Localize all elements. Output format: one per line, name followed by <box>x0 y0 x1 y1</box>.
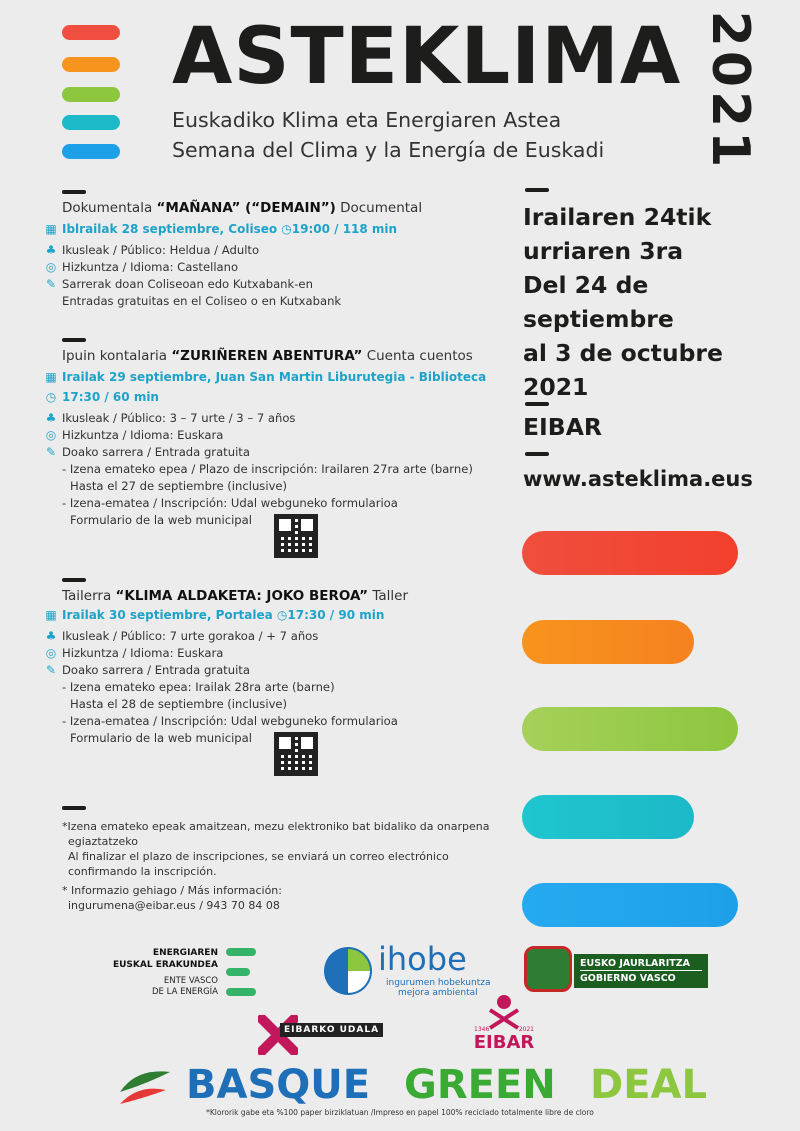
date-line: 2021 <box>523 373 589 401</box>
year-vertical: 2021 <box>700 10 760 172</box>
basque-green-deal-flag-icon <box>116 1062 174 1108</box>
event-2-time: 17:30 / 60 min <box>62 390 159 404</box>
event-2-signup-es: Formulario de la web municipal <box>70 513 252 527</box>
ticket-icon: ✎ <box>45 445 57 459</box>
date-line: septiembre <box>523 305 674 333</box>
subtitle-basque: Euskadiko Klima eta Energiaren Astea <box>172 108 562 132</box>
bgd-green: GREEN <box>404 1062 556 1108</box>
bgd-deal: DEAL <box>590 1062 707 1108</box>
calendar-icon: ▦ <box>45 370 57 384</box>
bar-green <box>522 707 738 751</box>
event-3-deadline: - Izena emateko epea: Irailak 28ra arte (barne) <box>62 680 335 694</box>
event-1-title: Dokumentala “MAÑANA” (“DEMAIN”) Documental <box>62 200 423 216</box>
calendar-icon: ▦ <box>45 608 57 622</box>
event-1-audience: Ikusleak / Público: Heldua / Adulto <box>62 243 260 257</box>
bar-red <box>522 531 738 575</box>
ihobe-sub: mejora ambiental <box>398 988 478 998</box>
eibar-crest-logo: 1346 2021 EIBAR <box>472 990 536 1056</box>
bar-teal <box>522 795 694 839</box>
note-line: Al finalizar el plazo de inscripciones, se enviará un correo electrónico <box>68 850 449 863</box>
event-2-language: Hizkuntza / Idioma: Euskara <box>62 428 224 442</box>
section-divider <box>525 452 549 456</box>
ihobe-leaf-icon <box>320 945 376 997</box>
city: EIBAR <box>523 413 602 441</box>
event-3-audience: Ikusleak / Público: 7 urte gorakoa / + 7 años <box>62 629 319 643</box>
contact-info: ingurumena@eibar.eus / 943 70 84 08 <box>68 899 280 912</box>
website-link[interactable]: www.asteklima.eus <box>523 467 753 491</box>
section-divider <box>62 578 86 582</box>
stripe-teal <box>62 115 120 130</box>
ihobe-logo-text: ihobe <box>378 940 467 978</box>
stripe-blue <box>62 144 120 159</box>
section-divider <box>62 806 86 810</box>
event-3-language: Hizkuntza / Idioma: Euskara <box>62 646 224 660</box>
eve-e-icon <box>226 948 256 996</box>
audience-icon: ♣ <box>45 629 57 643</box>
stripe-red <box>62 25 120 40</box>
event-3-schedule: Irailak 30 septiembre, Portalea ◷17:30 / 90 min <box>62 608 385 622</box>
event-2-title: Ipuin kontalaria “ZURIÑEREN ABENTURA” Cuenta cuentos <box>62 348 473 364</box>
page-title: ASTEKLIMA <box>172 12 682 102</box>
bar-blue <box>522 883 738 927</box>
more-info-label: * Informazio gehiago / Más información: <box>62 884 282 897</box>
event-3-title: Tailerra “KLIMA ALDAKETA: JOKO BEROA” Taller <box>62 588 408 604</box>
event-2-ticket: Doako sarrera / Entrada gratuita <box>62 445 250 459</box>
event-1-ticket-es: Entradas gratuitas en el Coliseo o en Kutxabank <box>62 294 342 308</box>
event-1-ticket: Sarrerak doan Coliseoan edo Kutxabank-en <box>62 277 313 291</box>
gv-logo-box: EUSKO JAURLARITZA GOBIERNO VASCO <box>574 954 708 988</box>
section-divider <box>62 190 86 194</box>
event-2-audience: Ikusleak / Público: 3 – 7 urte / 3 – 7 años <box>62 411 296 425</box>
event-1-schedule: Iblrailak 28 septiembre, Coliseo ◷19:00 / 118 min <box>62 222 398 236</box>
clock-icon: ◷ <box>45 390 57 404</box>
audience-icon: ♣ <box>45 243 57 257</box>
globe-icon: ◎ <box>45 428 57 442</box>
bgd-basque: BASQUE <box>186 1062 371 1108</box>
event-3-deadline-es: Hasta el 28 de septiembre (inclusive) <box>70 697 288 711</box>
stripe-green <box>62 87 120 102</box>
globe-icon: ◎ <box>45 260 57 274</box>
qr-code[interactable] <box>274 732 318 776</box>
footer-note: *Klororik gabe eta %100 paper birziklatuan /Impreso en papel 100% reciclado totalmente libre de cloro <box>206 1108 594 1117</box>
ticket-icon: ✎ <box>45 277 57 291</box>
event-2-schedule: Irailak 29 septiembre, Juan San Martin Liburutegia - Biblioteca <box>62 370 487 384</box>
event-2-deadline-es: Hasta el 27 de septiembre (inclusive) <box>70 479 288 493</box>
date-line: al 3 de octubre <box>523 339 723 367</box>
event-2-deadline: - Izena emateko epea / Plazo de inscripción: Irailaren 27ra arte (barne) <box>62 462 473 476</box>
section-divider <box>62 338 86 342</box>
audience-icon: ♣ <box>45 411 57 425</box>
subtitle-spanish: Semana del Clima y la Energía de Euskadi <box>172 138 605 162</box>
event-3-signup: - Izena-ematea / Inscripción: Udal webguneko formularioa <box>62 714 398 728</box>
calendar-icon: ▦ <box>45 222 57 236</box>
section-divider <box>525 188 549 192</box>
section-divider <box>525 402 549 406</box>
ticket-icon: ✎ <box>45 663 57 677</box>
date-line: urriaren 3ra <box>523 237 684 265</box>
globe-icon: ◎ <box>45 646 57 660</box>
udala-logo: EIBARKO UDALA <box>258 1015 362 1055</box>
date-line: Irailaren 24tik <box>523 203 712 231</box>
ihobe-sub: ingurumen hobekuntza <box>386 978 491 988</box>
note-line: egiaztatzeko <box>68 835 138 848</box>
date-line: Del 24 de <box>523 271 649 299</box>
event-1-language: Hizkuntza / Idioma: Castellano <box>62 260 239 274</box>
bar-orange <box>522 620 694 664</box>
event-3-signup-es: Formulario de la web municipal <box>70 731 252 745</box>
note-line: *Izena emateko epeak amaitzean, mezu elektroniko bat bidaliko da onarpena <box>62 820 490 833</box>
gv-shield-icon <box>524 946 572 992</box>
note-line: confirmando la inscripción. <box>68 865 217 878</box>
qr-code[interactable] <box>274 514 318 558</box>
event-2-signup: - Izena-ematea / Inscripción: Udal webguneko formularioa <box>62 496 398 510</box>
stripe-orange <box>62 57 120 72</box>
event-3-ticket: Doako sarrera / Entrada gratuita <box>62 663 250 677</box>
